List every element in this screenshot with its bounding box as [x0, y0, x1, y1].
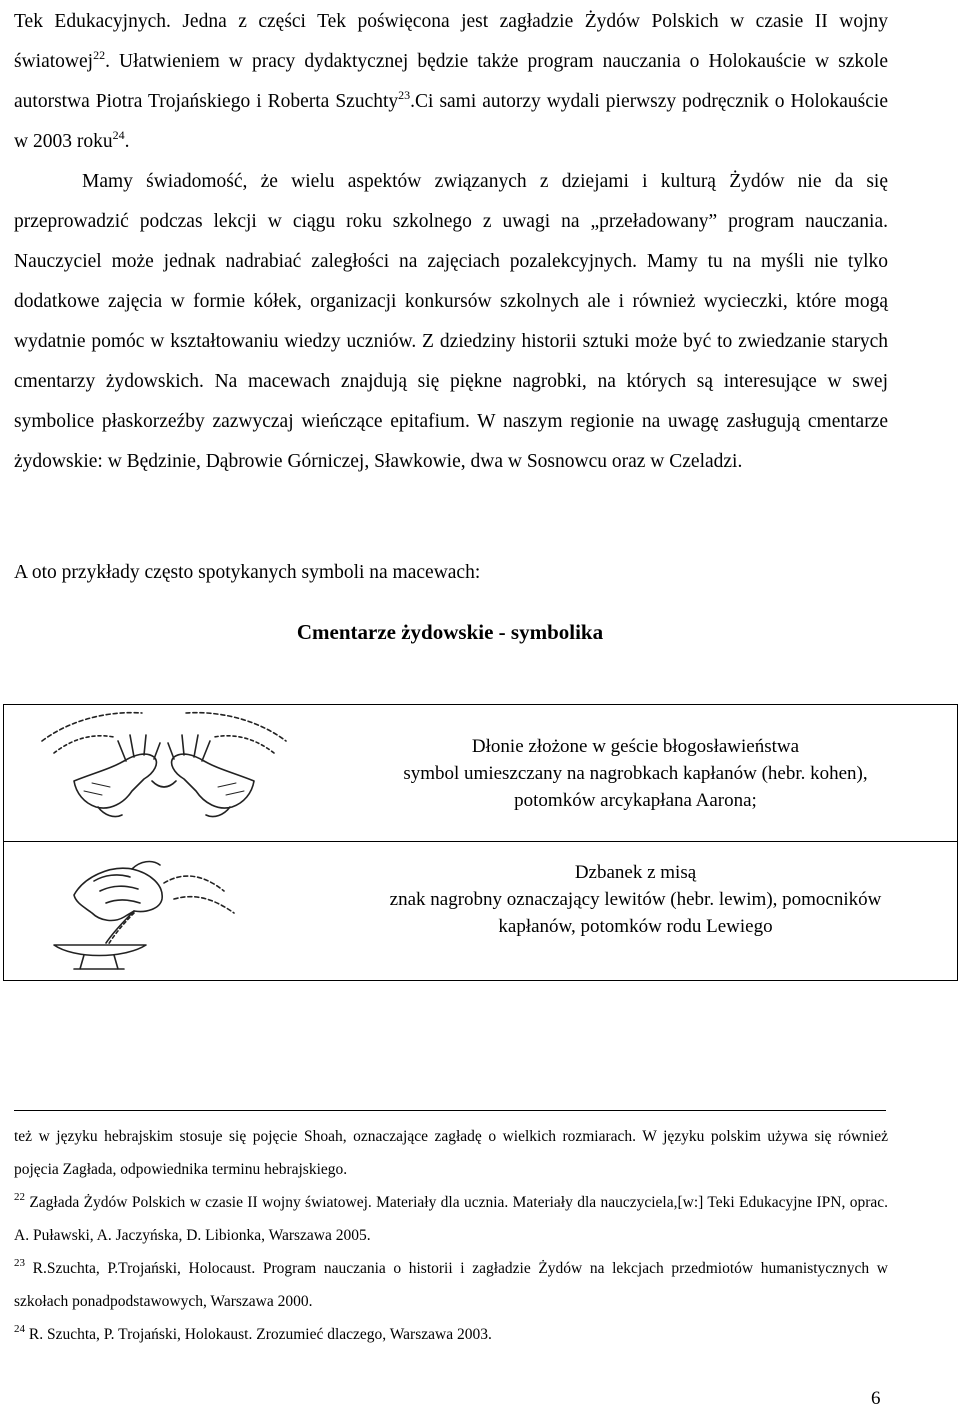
symbol-row	[4, 841, 957, 980]
footnote-text: Zagłada Żydów Polskich w czasie II wojny światowej. Materiały dla ucznia. Materiały dla nauczyciela,[w:] Teki Edukacyjne IPN, oprac. A. Puławski, A. Jaczyńska, D. Libionka, Warszawa 2005.	[14, 1194, 888, 1244]
body-text	[14, 2, 888, 482]
footnote-ref[interactable]: 23	[398, 88, 411, 102]
footnotes	[14, 1120, 888, 1351]
page-number: 6	[871, 1388, 881, 1409]
text-run: Tek Edukacyjnych. Jedna z części Tek poświęcona jest zagładzie Żydów Polskich w czasie II wojny światowej	[14, 11, 888, 72]
footnote-continuation: też w języku hebrajskim stosuje się pojęcie Shoah, oznaczające zagładę o wielkich rozmiarach. W języku polskim używa się również pojęcia Zagłada, odpowiednika terminu hebrajskiego.	[14, 1128, 888, 1178]
footnote-23	[14, 1252, 888, 1318]
symbol-title: Dłonie złożone w geście błogosławieństwa	[471, 736, 800, 757]
footnote-number: 24	[14, 1323, 25, 1335]
intro-line: A oto przykłady często spotykanych symboli na macewach:	[14, 562, 481, 583]
pitcher-and-bowl-icon	[14, 847, 314, 971]
symbol-title: Dzbanek z misą	[574, 862, 697, 883]
footnote-number: 22	[14, 1191, 25, 1203]
footnote-ref[interactable]: 22	[93, 48, 106, 62]
footnote-separator	[14, 1110, 886, 1111]
text-run: .Ci sami autorzy wydali pierwszy podręcznik o Holokauście w 2003 roku	[14, 91, 888, 152]
text-run: . Ułatwieniem w pracy dydaktycznej będzie także program nauczania o Holokauście w szkole autorstwa Piotra Trojańskiego i Roberta Szuchty	[14, 51, 888, 112]
symbol-detail: znak nagrobny oznaczający lewitów (hebr. lewim), pomocników	[389, 889, 882, 910]
footnote-text: R. Szuchta, P. Trojański, Holokaust. Zrozumieć dlaczego, Warszawa 2003.	[25, 1326, 492, 1343]
symbol-description	[324, 733, 947, 814]
paragraph	[14, 2, 888, 162]
text-run: .	[124, 131, 130, 152]
symbol-detail: kapłanów, potomków rodu Lewiego	[498, 916, 773, 937]
symbol-detail: potomków arcykapłana Aarona;	[514, 790, 757, 811]
footnote-ref[interactable]: 24	[112, 128, 125, 142]
paragraph: Mamy świadomość, że wielu aspektów związanych z dziejami i kulturą Żydów nie da się przeprowadzić podczas lekcji w ciągu roku szkolnego z uwagi na „przeładowany” program nauczania. Nauczyciel może jednak nadrabiać zaległości na zajęciach pozalekcyjnych. Mamy tu na myśli nie tylko dodatkowe zajęcia w formie kółek, organizacji konkursów szkolnych ale i również wycieczki, które mogą wydatnie pomóc w kształtowaniu wiedzy uczniów. Z dziedziny historii sztuki może być to zwiedzanie starych cmentarzy żydowskich. Na macewach znajdują się piękne nagrobki, na których są interesujące w swej symbolice płaskorzeźby zazwyczaj wieńczące epitafium. W naszym regionie na uwagę zasługują cmentarze żydowskie: w Będzinie, Dąbrowie Górniczej, Sławkowie, dwa w Sosnowcu oraz w Czeladzi.	[14, 171, 888, 472]
footnote-22	[14, 1186, 888, 1252]
footnote-number: 23	[14, 1257, 25, 1269]
footnote-24	[14, 1318, 888, 1351]
symbol-detail: symbol umieszczany na nagrobkach kapłanów (hebr. kohen),	[403, 763, 868, 784]
symbol-row	[4, 705, 957, 842]
footnote-text: R.Szuchta, P.Trojański, Holocaust. Program nauczania o historii i zagładzie Żydów na lekcjach przedmiotów humanistycznych w szkołach ponadpodstawowych, Warszawa 2000.	[14, 1260, 888, 1310]
blessing-hands-icon	[14, 711, 314, 835]
symbol-description	[324, 859, 947, 940]
section-title: Cmentarze żydowskie - symbolika	[296, 620, 604, 644]
symbols-table	[3, 704, 958, 981]
